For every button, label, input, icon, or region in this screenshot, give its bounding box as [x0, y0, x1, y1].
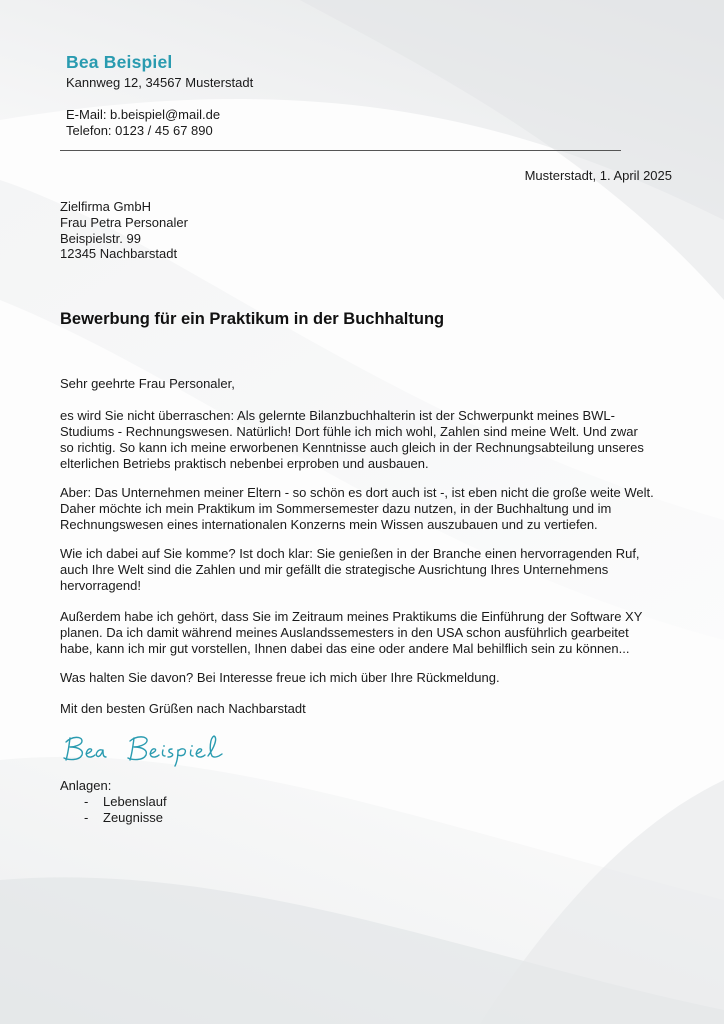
- paragraph-line: Was halten Sie davon? Bei Interesse freue ich mich über Ihre Rückmeldung.: [60, 670, 500, 685]
- paragraph-line: Aber: Das Unternehmen meiner Eltern - so schön es dort auch ist -, ist eben nicht die große weite Welt.: [60, 485, 654, 500]
- sender-name: Bea Beispiel: [66, 52, 173, 72]
- body-paragraph-3: [60, 546, 680, 594]
- recipient-contact: Frau Petra Personaler: [60, 215, 188, 230]
- closing: Mit den besten Grüßen nach Nachbarstadt: [60, 701, 306, 716]
- attachment-item: [60, 794, 167, 810]
- paragraph-line: habe, kann ich mir gut vorstellen, Ihnen dabei das eine oder andere Mal behilflich sein zu können...: [60, 641, 630, 656]
- recipient-city: 12345 Nachbarstadt: [60, 246, 178, 261]
- letter-date: Musterstadt, 1. April 2025: [524, 168, 672, 183]
- paragraph-line: planen. Da ich damit während meines Auslandssemesters in den USA schon ausführlich gearbeitet: [60, 625, 629, 640]
- paragraph-line: Außerdem habe ich gehört, dass Sie im Zeitraum meines Praktikums die Einführung der Software XY: [60, 609, 643, 624]
- attachment-item-label: Lebenslauf: [103, 794, 167, 809]
- sender-email: E-Mail: b.beispiel@mail.de: [66, 107, 221, 122]
- letter-subject: Bewerbung für ein Praktikum in der Buchhaltung: [60, 310, 445, 328]
- paragraph-line: Wie ich dabei auf Sie komme? Ist doch klar: Sie genießen in der Branche einen hervorragenden Ruf,: [60, 546, 640, 561]
- list-bullet: -: [84, 794, 89, 809]
- body-paragraph-1: [60, 408, 680, 472]
- attachment-item: [60, 810, 163, 826]
- paragraph-line: Studiums - Rechnungswesen. Natürlich! Dort fühle ich mich wohl, Zahlen sind meine Welt. Und zwar: [60, 424, 638, 439]
- handwritten-signature: [58, 728, 258, 768]
- paragraph-line: es wird Sie nicht überraschen: Als gelernte Bilanzbuchhalterin ist der Schwerpunkt meines BWL-: [60, 408, 615, 423]
- sender-address: Kannweg 12, 34567 Musterstadt: [66, 75, 254, 90]
- body-paragraph-5: [60, 670, 680, 686]
- paragraph-line: elterlichen Betriebs praktisch nebenbei erproben und ausbauen.: [60, 456, 429, 471]
- sender-phone: Telefon: 0123 / 45 67 890: [66, 123, 213, 138]
- salutation: Sehr geehrte Frau Personaler,: [60, 376, 235, 391]
- paragraph-line: so richtig. So kann ich meine erworbenen Kenntnisse auch gleich in der Rechnungsabteilung unseres: [60, 440, 644, 455]
- body-paragraph-4: [60, 609, 680, 657]
- attachment-item-label: Zeugnisse: [103, 810, 163, 825]
- list-bullet: -: [84, 810, 89, 825]
- paragraph-line: Rechnungswesen eines internationalen Konzerns mein Wissen auszubauen und zu vertiefen.: [60, 517, 598, 532]
- paragraph-line: hervorragend!: [60, 578, 141, 593]
- paragraph-line: Daher möchte ich mein Praktikum im Sommersemester dazu nutzen, in der Buchhaltung und im: [60, 501, 612, 516]
- attachments-label: Anlagen:: [60, 778, 112, 793]
- recipient-company: Zielfirma GmbH: [60, 199, 152, 214]
- paragraph-line: auch Ihre Welt sind die Zahlen und mir gefällt die strategische Ausrichtung Ihres Unternehmens: [60, 562, 609, 577]
- recipient-street: Beispielstr. 99: [60, 231, 141, 246]
- body-paragraph-2: [60, 485, 680, 533]
- header-divider: [60, 150, 621, 151]
